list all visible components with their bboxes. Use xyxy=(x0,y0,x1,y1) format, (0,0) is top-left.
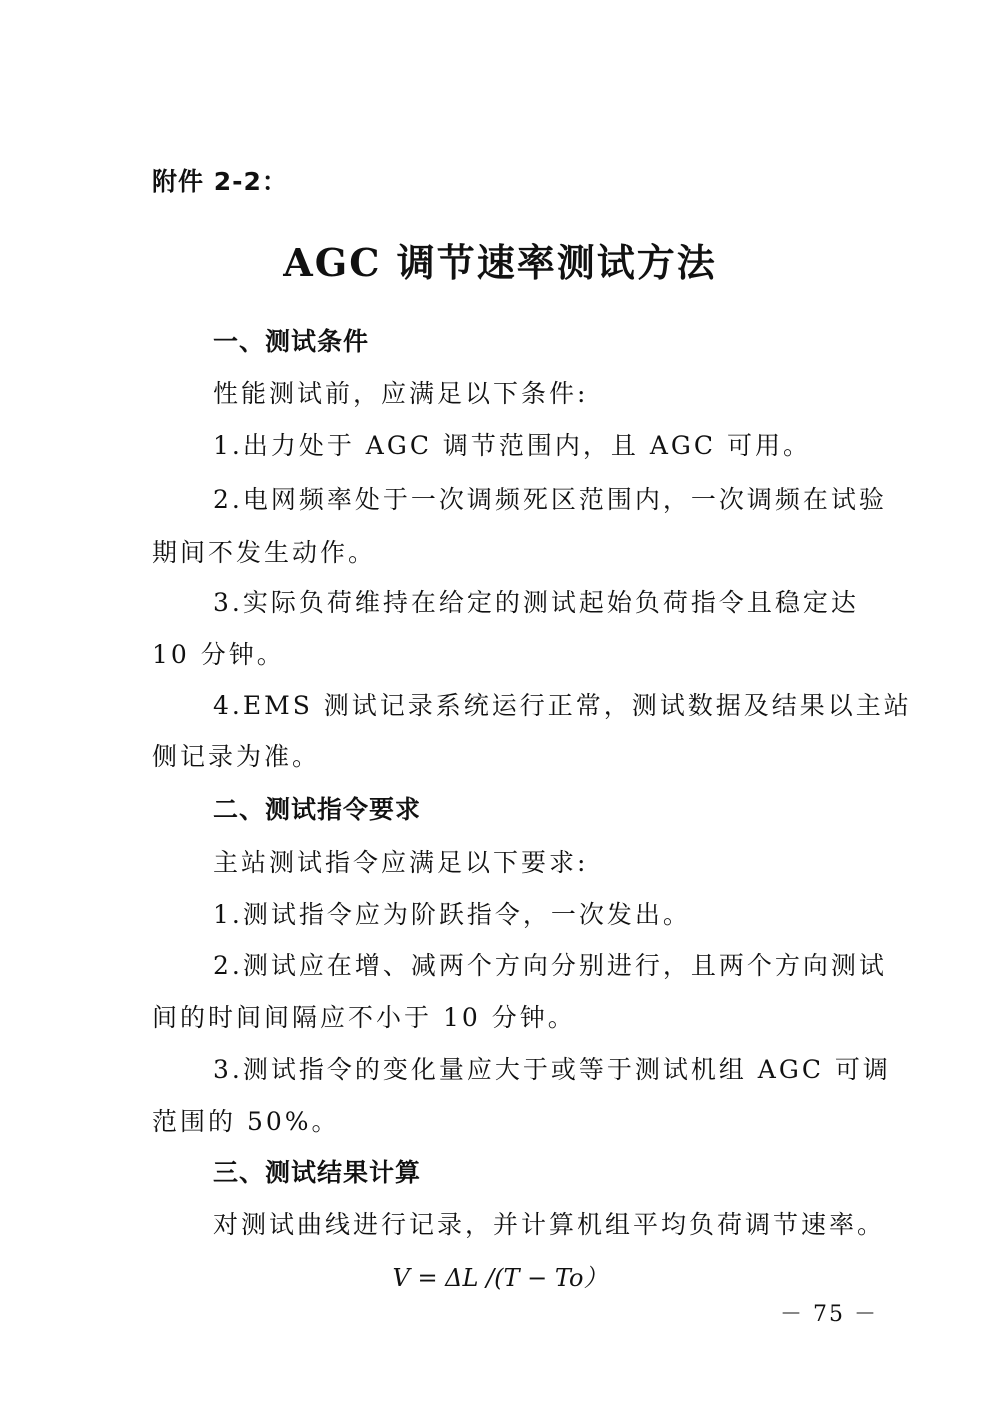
page-number: － 75 － xyxy=(780,1302,878,1327)
section1-item-4-line-1: 4.EMS 测试记录系统运行正常，测试数据及结果以主站 xyxy=(213,691,912,720)
section2-item-2-line-2: 间的时间间隔应不小于 10 分钟。 xyxy=(152,1003,576,1032)
section2-item-1: 1.测试指令应为阶跃指令，一次发出。 xyxy=(213,900,691,929)
section-heading-test-command-requirements: 二、测试指令要求 xyxy=(213,795,422,824)
section-heading-test-conditions: 一、测试条件 xyxy=(213,327,370,356)
section3-intro: 对测试曲线进行记录，并计算机组平均负荷调节速率。 xyxy=(213,1210,886,1239)
section2-item-3-line-1: 3.测试指令的变化量应大于或等于测试机组 AGC 可调 xyxy=(213,1055,891,1084)
section1-item-1: 1.出力处于 AGC 调节范围内，且 AGC 可用。 xyxy=(213,431,811,460)
section2-item-2-line-1: 2.测试应在增、减两个方向分别进行，且两个方向测试 xyxy=(213,951,887,980)
section1-item-3-line-1: 3.实际负荷维持在给定的测试起始负荷指令且稳定达 xyxy=(213,588,859,617)
document-title: AGC 调节速率测试方法 xyxy=(283,240,717,285)
attachment-label: 附件 2-2： xyxy=(152,167,288,196)
section1-item-3-line-2: 10 分钟。 xyxy=(152,640,285,669)
section1-intro: 性能测试前，应满足以下条件: xyxy=(213,379,589,408)
section1-item-2-line-1: 2.电网频率处于一次调频死区范围内，一次调频在试验 xyxy=(213,485,887,514)
section-heading-result-calculation: 三、测试结果计算 xyxy=(213,1158,422,1187)
section2-intro: 主站测试指令应满足以下要求: xyxy=(213,848,589,877)
section2-item-3-line-2: 范围的 50%。 xyxy=(152,1107,340,1136)
section1-item-4-line-2: 侧记录为准。 xyxy=(152,742,321,771)
section1-item-2-line-2: 期间不发生动作。 xyxy=(152,538,377,567)
rate-formula: V = ΔL /(T − To） xyxy=(392,1264,608,1292)
